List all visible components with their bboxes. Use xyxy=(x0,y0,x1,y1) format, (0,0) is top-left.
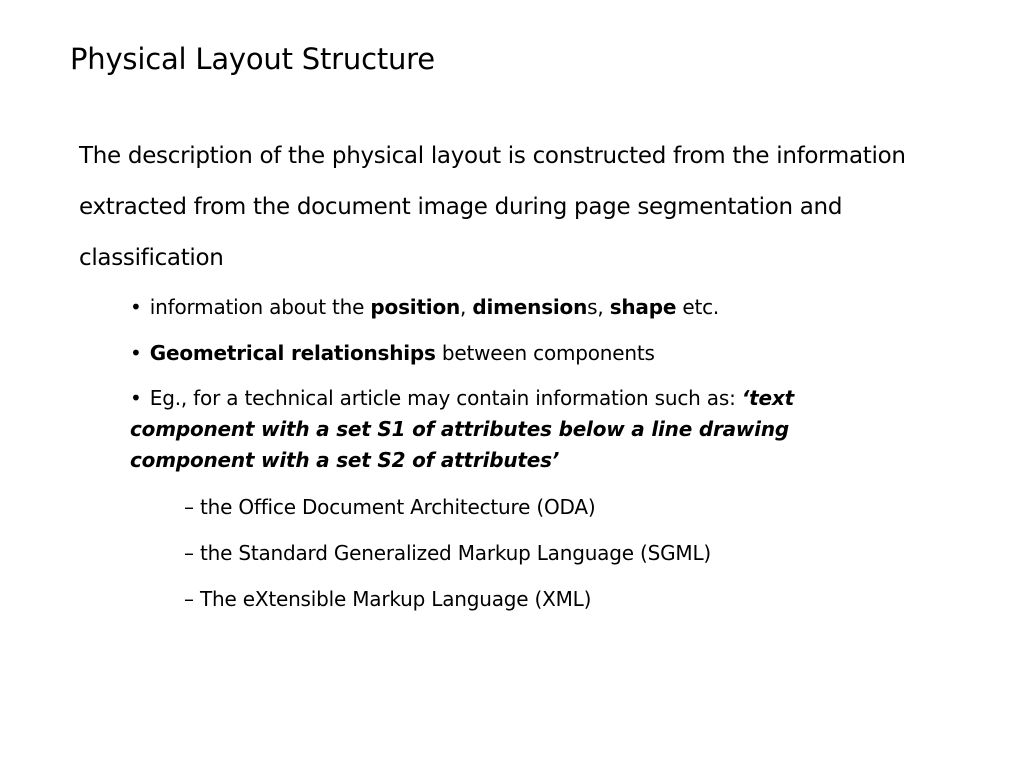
bullet-marker: • xyxy=(130,386,142,410)
bullet-text-prefix: information about the xyxy=(149,295,371,319)
bullet-text-s: s, xyxy=(587,295,610,319)
bullet-bold-shape: shape xyxy=(609,295,677,319)
sub-item-xml: – The eXtensible Markup Language (XML) xyxy=(184,587,592,611)
sub-list xyxy=(184,492,711,630)
bullet-list xyxy=(130,292,920,476)
sub-item-sgml: – the Standard Generalized Markup Language (SGML) xyxy=(184,541,711,565)
bullet-text-comma: , xyxy=(460,295,473,319)
bullet-text-prefix: Eg., for a technical article may contain information such as: xyxy=(149,386,742,410)
bullet-item-example xyxy=(130,383,920,476)
bullet-item-geometrical xyxy=(130,338,920,368)
bullet-example-quote: ‘text component with a set S1 of attributes below a line drawing component with a set S2 of attributes’ xyxy=(130,386,794,472)
bullet-text-suffix: etc. xyxy=(676,295,720,319)
bullet-text-rest: between components xyxy=(435,341,655,365)
sub-item-oda: – the Office Document Architecture (ODA) xyxy=(184,495,596,519)
bullet-item-position xyxy=(130,292,920,322)
intro-paragraph: The description of the physical layout is constructed from the information extracted from the document image during page segmentation and classification xyxy=(79,143,906,271)
bullet-bold-geometrical: Geometrical relationships xyxy=(149,341,436,365)
bullet-marker: • xyxy=(130,295,142,319)
slide-title: Physical Layout Structure xyxy=(70,42,435,76)
bullet-bold-dimension: dimension xyxy=(472,295,588,319)
bullet-marker: • xyxy=(130,341,142,365)
bullet-bold-position: position xyxy=(370,295,461,319)
